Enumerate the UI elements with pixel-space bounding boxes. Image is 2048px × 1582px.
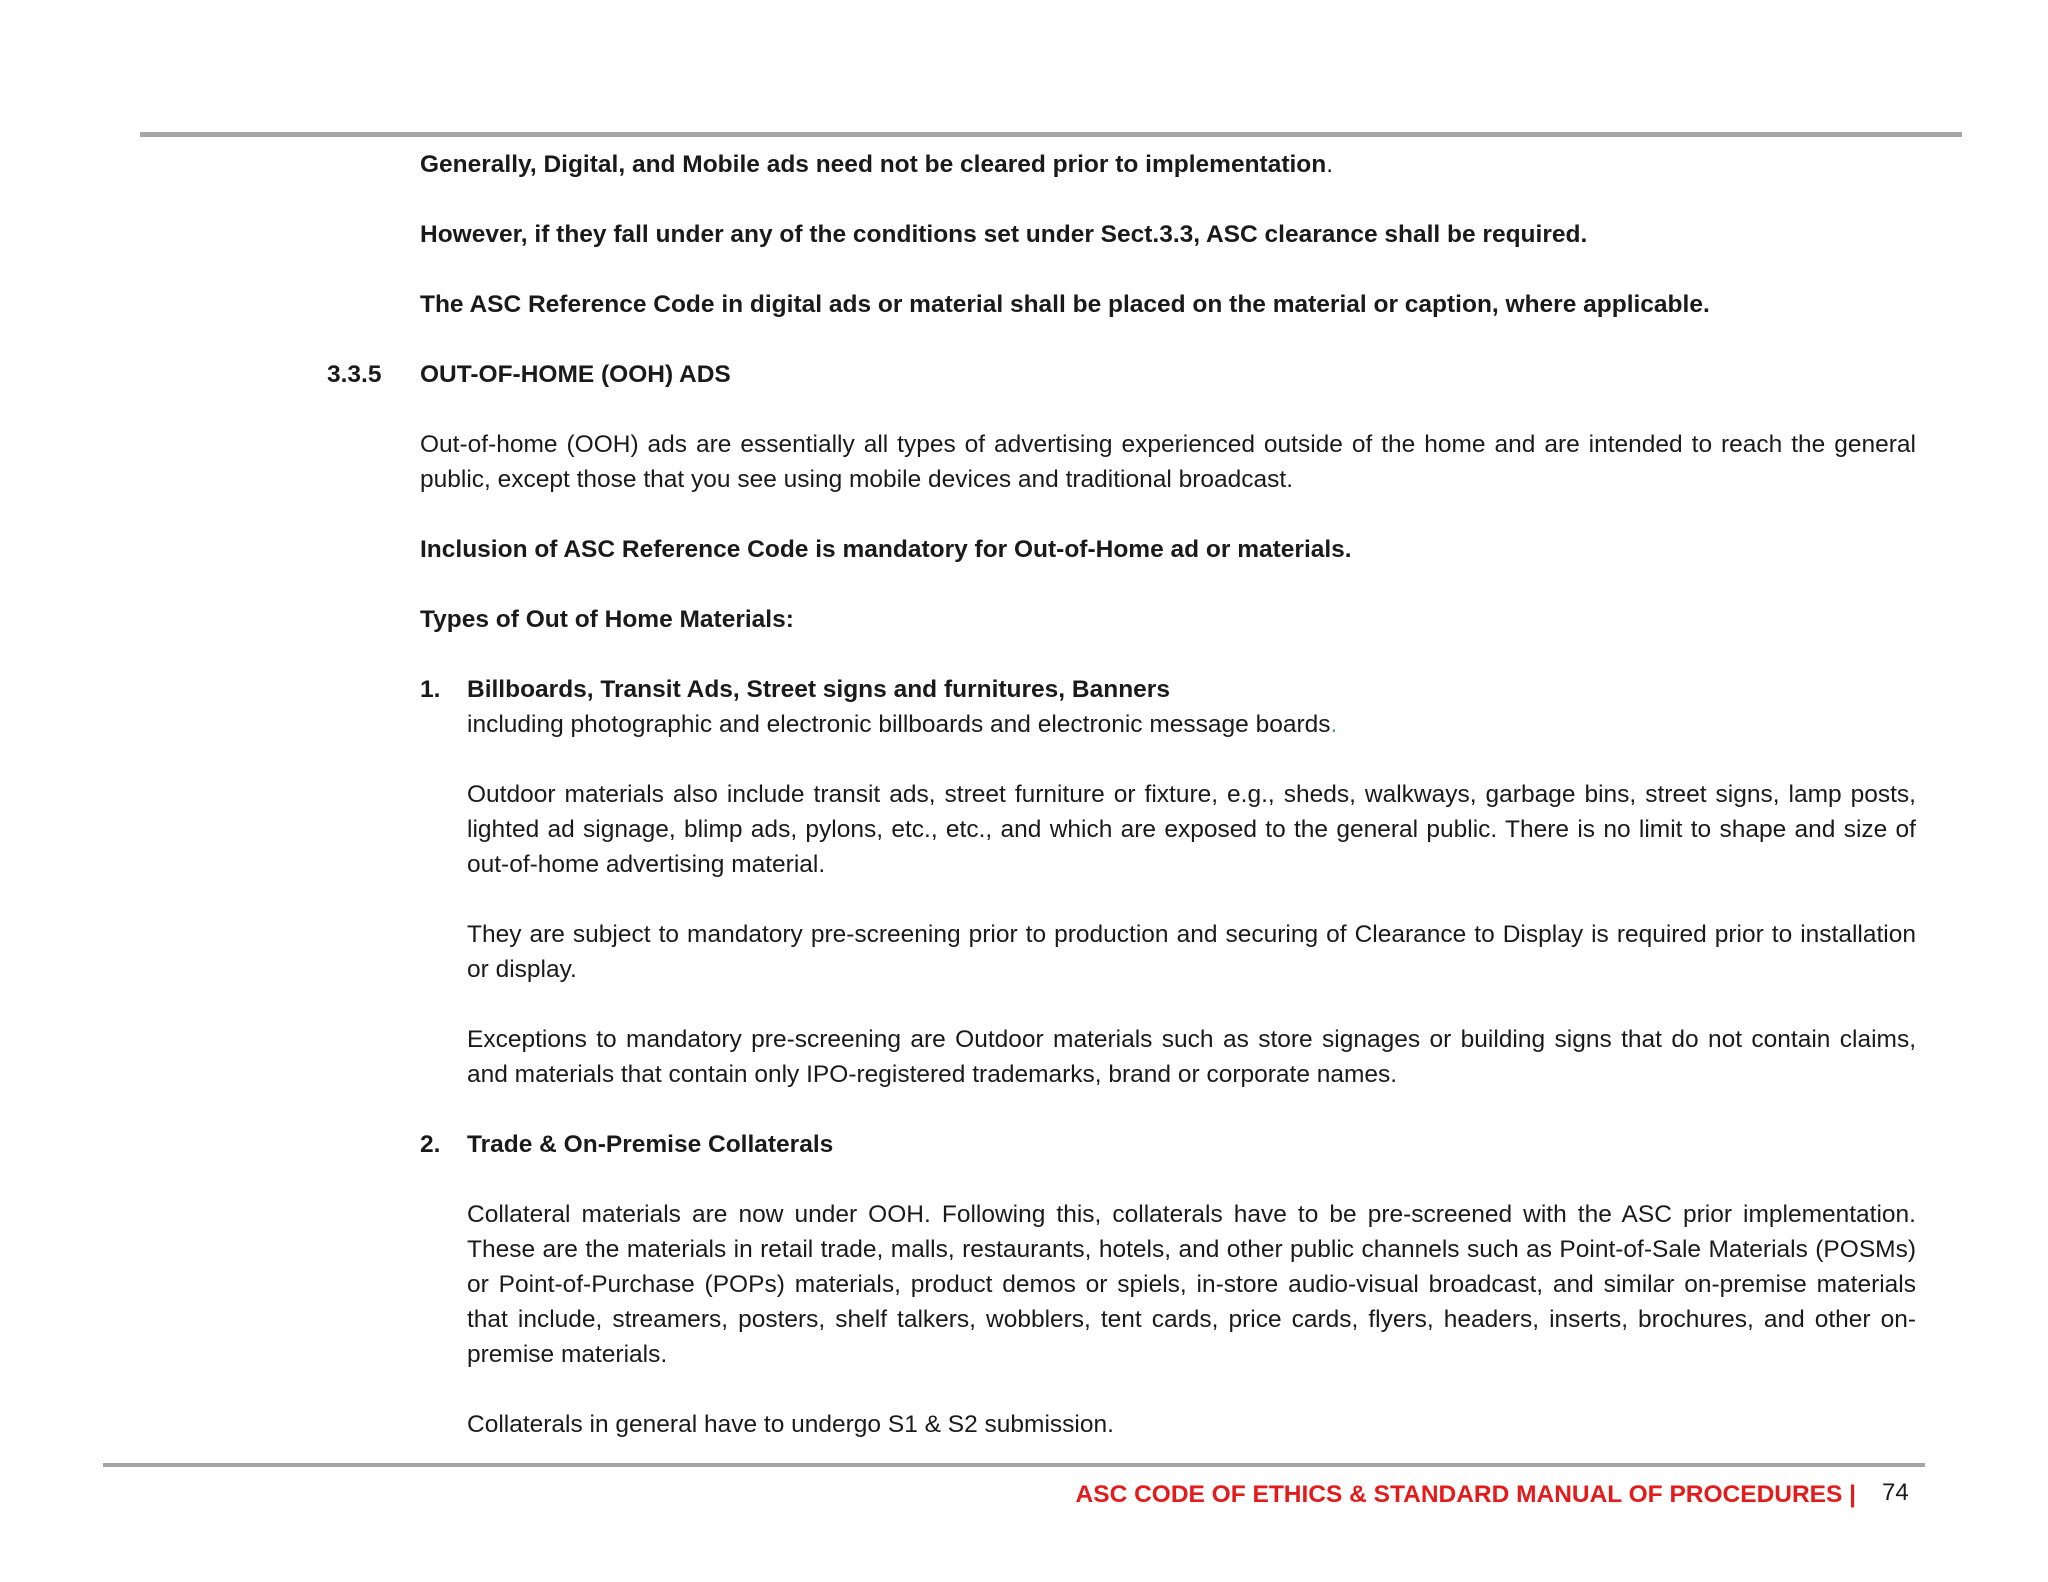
digital-clearance-paragraph xyxy=(420,147,1916,182)
section-title: OUT-OF-HOME (OOH) ADS xyxy=(420,361,731,388)
header-rule xyxy=(140,132,1962,137)
types-heading: Types of Out of Home Materials: xyxy=(420,606,794,633)
digital-clearance-text: Generally, Digital, and Mobile ads need not be cleared prior to implementation xyxy=(420,151,1327,178)
list-item-2-paragraph-2: Collaterals in general have to undergo S1 & S2 submission. xyxy=(467,1411,1114,1438)
section-number: 3.3.5 xyxy=(327,361,382,388)
list-item-1-paragraph-1: Outdoor materials also include transit ads, street furniture or fixture, e.g., sheds, walkways, garbage bins, street signs, lamp posts, lighted ad signage, blimp ads, pylons, etc., etc., and which are exposed to the general public. There is no limit to shape and size of out-of-home advertising material. xyxy=(467,781,1916,878)
list-item-1-subtitle-text: including photographic and electronic billboards and electronic message boards xyxy=(467,711,1331,738)
footer-title: ASC CODE OF ETHICS & STANDARD MANUAL OF PROCEDURES | xyxy=(1075,1481,1856,1508)
sect-condition-paragraph: However, if they fall under any of the conditions set under Sect.3.3, ASC clearance shall be required. xyxy=(420,221,1588,248)
reference-code-digital-paragraph: The ASC Reference Code in digital ads or material shall be placed on the material or caption, where applicable. xyxy=(420,291,1710,318)
digital-clearance-period: . xyxy=(1326,151,1334,178)
list-item-1-title: Billboards, Transit Ads, Street signs and furnitures, Banners xyxy=(467,676,1170,703)
inclusion-note-paragraph: Inclusion of ASC Reference Code is mandatory for Out-of-Home ad or materials. xyxy=(420,536,1352,563)
section-intro-paragraph: Out-of-home (OOH) ads are essentially all types of advertising experienced outside of the home and are intended to reach the general public, except those that you see using mobile devices and traditional broadcast. xyxy=(420,431,1916,493)
list-item-1-subtitle-period: . xyxy=(1330,711,1338,738)
page-number: 74 xyxy=(1882,1479,1909,1506)
list-item-2-number: 2. xyxy=(420,1131,441,1158)
footer-rule xyxy=(103,1463,1925,1467)
list-item-2-paragraph-1: Collateral materials are now under OOH. Following this, collaterals have to be pre-screened with the ASC prior implementation. These are the materials in retail trade, malls, restaurants, hotels, and other public channels such as Point-of-Sale Materials (POSMs) or Point-of-Purchase (POPs) materials, product demos or spiels, in-store audio-visual broadcast, and similar on-premise materials that include, streamers, posters, shelf talkers, wobblers, tent cards, price cards, flyers, headers, inserts, brochures, and other on-premise materials. xyxy=(467,1201,1916,1368)
list-item-1-paragraph-3: Exceptions to mandatory pre-screening are Outdoor materials such as store signages or building signs that do not contain claims, and materials that contain only IPO-registered trademarks, brand or corporate names. xyxy=(467,1026,1916,1088)
list-item-1-paragraph-2: They are subject to mandatory pre-screening prior to production and securing of Clearance to Display is required prior to installation or display. xyxy=(467,921,1916,983)
list-item-1-number: 1. xyxy=(420,676,441,703)
list-item-2-title: Trade & On-Premise Collaterals xyxy=(467,1131,834,1158)
list-item-1-subtitle xyxy=(467,707,1916,742)
